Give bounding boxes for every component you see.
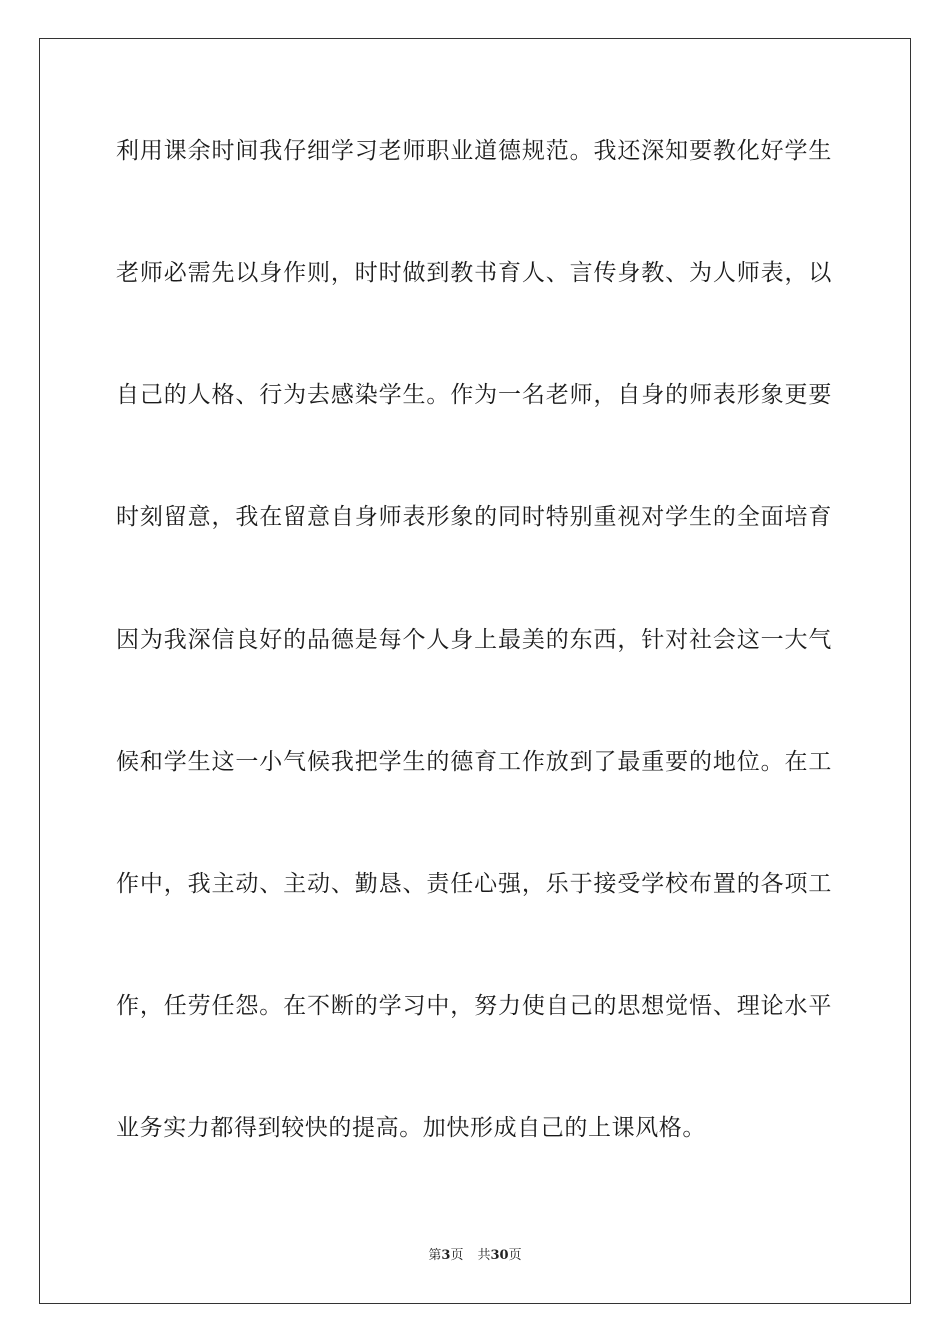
page-footer xyxy=(0,1246,950,1266)
text-line-5: 因为我深信良好的品德是每个人身上最美的东西，针对社会这一大气 xyxy=(116,627,832,653)
text-line-6: 候和学生这一小气候我把学生的德育工作放到了最重要的地位。在工 xyxy=(116,749,832,775)
page-prefix: 第 xyxy=(428,1248,442,1263)
total-prefix: 共 xyxy=(477,1248,491,1263)
text-line-9: 业务实力都得到较快的提高。加快形成自己的上课风格。 xyxy=(116,1115,706,1141)
text-line-4: 时刻留意，我在留意自身师表形象的同时特别重视对学生的全面培育 xyxy=(116,504,832,530)
page-suffix: 页 xyxy=(450,1248,464,1263)
page-number: 3 xyxy=(441,1248,451,1263)
total-suffix: 页 xyxy=(508,1248,522,1263)
text-line-2: 老师必需先以身作则，时时做到教书育人、言传身教、为人师表，以 xyxy=(116,260,832,286)
text-line-8: 作，任劳任怨。在不断的学习中，努力使自己的思想觉悟、理论水平 xyxy=(116,993,832,1019)
text-line-1: 利用课余时间我仔细学习老师职业道德规范。我还深知要教化好学生 xyxy=(116,138,832,164)
text-line-3: 自己的人格、行为去感染学生。作为一名老师，自身的师表形象更要 xyxy=(116,382,832,408)
total-pages: 30 xyxy=(490,1248,509,1263)
text-line-7: 作中，我主动、主动、勤恳、责任心强，乐于接受学校布置的各项工 xyxy=(116,871,832,897)
